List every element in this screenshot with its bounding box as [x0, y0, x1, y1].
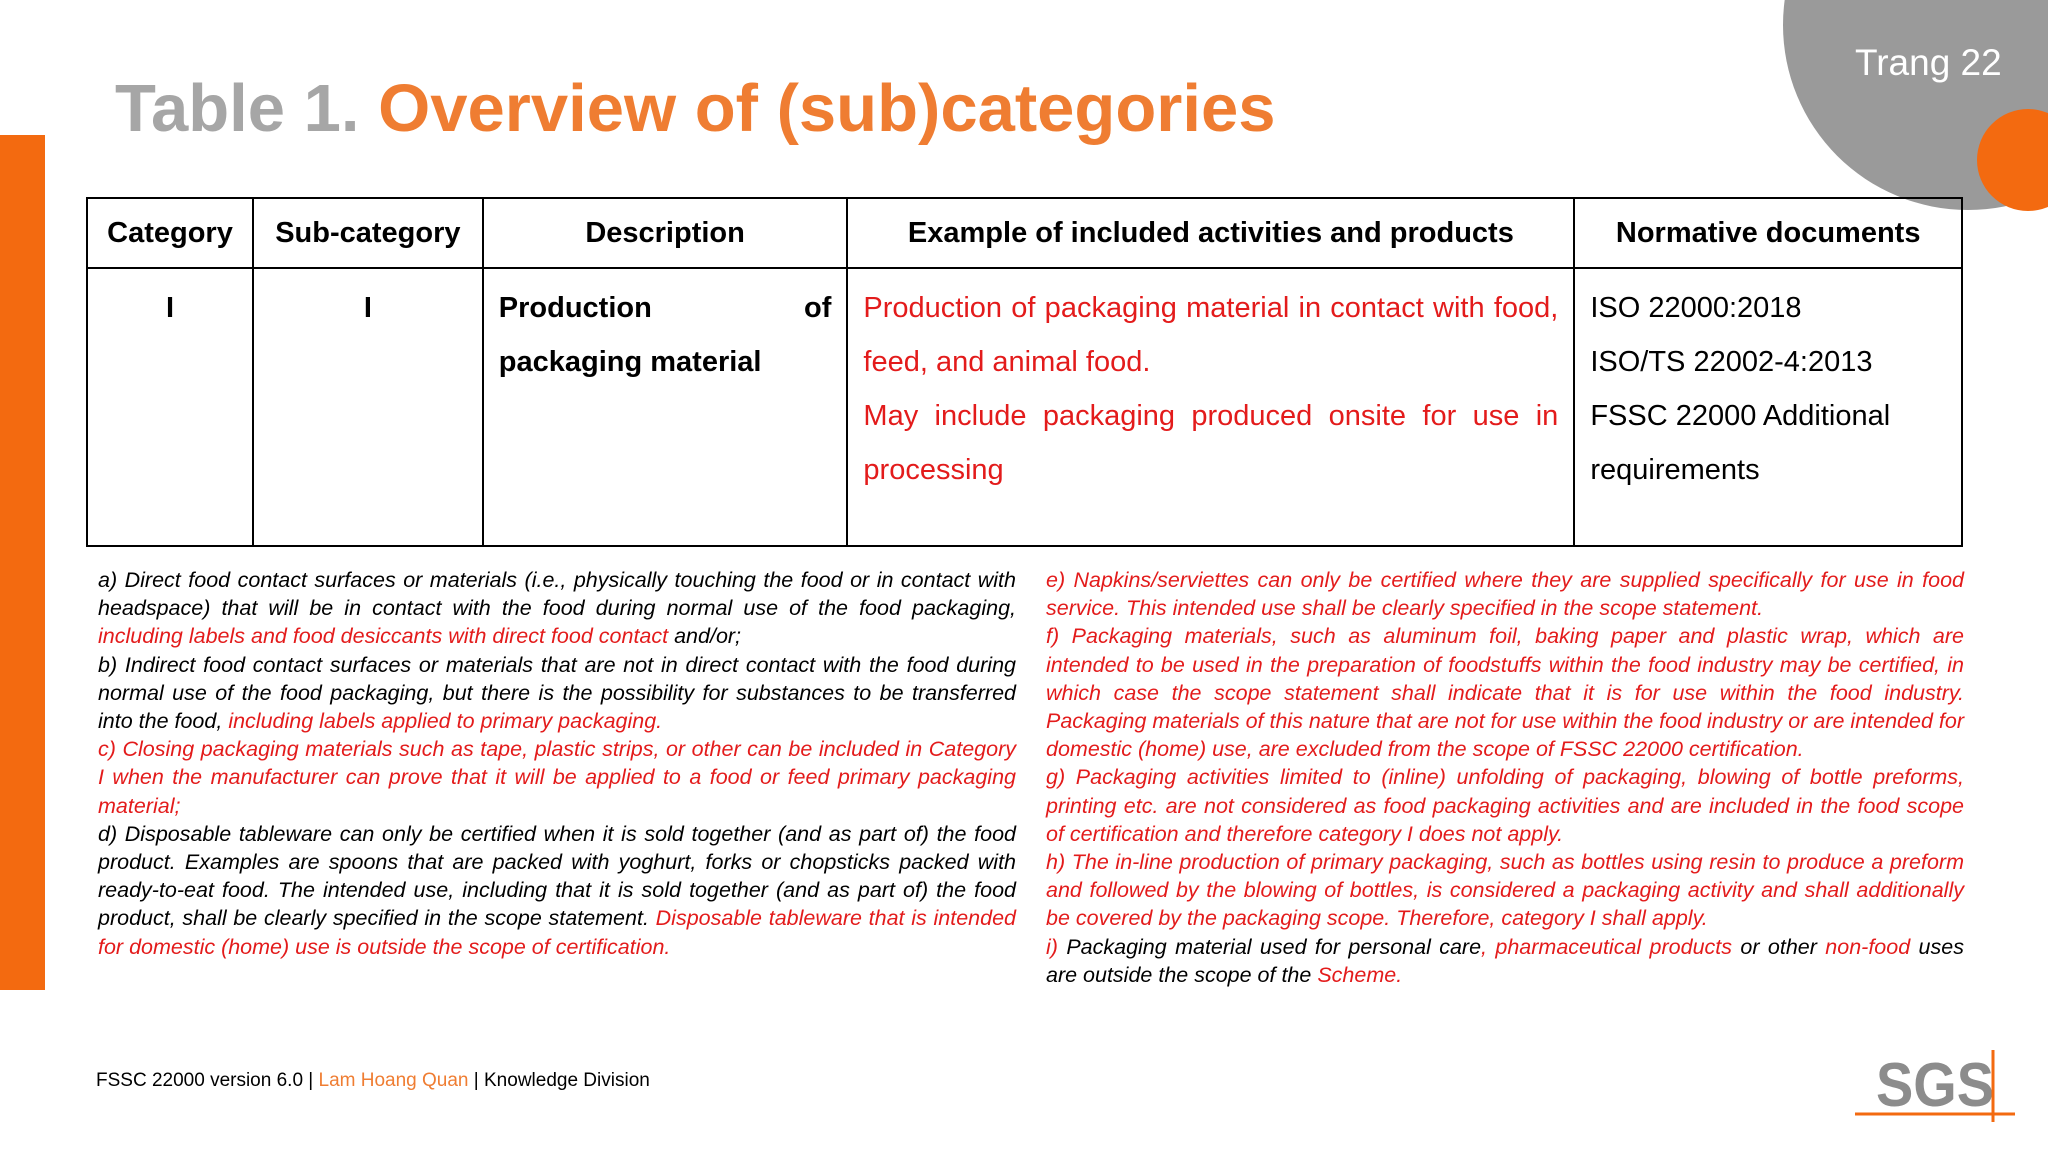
note-a-text: a) Direct food contact surfaces or materials (i.e., physically touching the food or in contact with headspace) that will be in contact with the food during normal use of the food packaging,	[98, 568, 1016, 621]
note-a	[98, 566, 1016, 651]
cell-category: I	[87, 268, 253, 546]
footer-version: FSSC 22000 version 6.0 |	[96, 1070, 314, 1091]
note-d	[98, 820, 1016, 961]
page-title	[115, 70, 1275, 147]
normative-doc: ISO 22000:2018	[1590, 292, 1802, 324]
note-b	[98, 651, 1016, 736]
footer-division: | Knowledge Division	[473, 1070, 650, 1091]
cell-normative	[1574, 268, 1962, 546]
notes-right-column	[1046, 566, 1964, 989]
note-i-text-3: uses are outside the scope of the	[1046, 934, 1964, 987]
note-a-end: and/or;	[674, 624, 742, 649]
header-normative: Normative documents	[1574, 198, 1962, 268]
note-i-red-3: Scheme.	[1317, 962, 1403, 987]
note-i-red-1: , pharmaceutical products	[1481, 934, 1733, 959]
note-b-red-text: including labels applied to primary packaging.	[228, 709, 663, 734]
note-i-red-2: non-food	[1825, 934, 1911, 959]
header-example: Example of included activities and products	[847, 198, 1574, 268]
note-i-text-1: Packaging material used for personal care	[1066, 934, 1482, 959]
normative-doc: FSSC 22000 Additional requirements	[1590, 400, 1891, 486]
categories-table	[86, 197, 1963, 547]
header-sub-category: Sub-category	[253, 198, 483, 268]
note-c: c) Closing packaging materials such as tape, plastic strips, or other can be included in Category I when the manufacturer can prove that it will be applied to a food or feed primary packaging material;	[98, 737, 1016, 818]
note-d-red-text: Disposable tableware that is intended for domestic (home) use is outside the scope of certification.	[98, 906, 1016, 959]
header-category: Category	[87, 198, 253, 268]
page-number: Trang 22	[1855, 42, 2002, 83]
sgs-logo-text: SGS	[1876, 1051, 1994, 1120]
title-main: Overview of (sub)categories	[378, 71, 1276, 146]
note-b-text: b) Indirect food contact surfaces or materials that are not in direct contact with the food during normal use of the food packaging, but there is the possibility for substances to be transferred into the food,	[98, 652, 1016, 734]
header-description: Description	[483, 198, 848, 268]
sgs-logo	[1855, 1050, 2015, 1122]
note-f: f) Packaging materials, such as aluminum foil, baking paper and plastic wrap, which are intended to be used in the preparation of foodstuffs within the food industry may be certified, in which case the scope statement shall indicate that it is for use within the food industry. Packaging materials of this nature that are not for use within the food industry or are intended for domestic (home) use, are excluded from the scope of FSSC 22000 certification.	[1046, 624, 1964, 762]
note-i-label: i)	[1046, 934, 1058, 959]
note-g: g) Packaging activities limited to (inline) unfolding of packaging, blowing of bottle preforms, printing etc. are not considered as food packaging activities and are included in the food scope of certification and therefore category I does not apply.	[1046, 765, 1964, 846]
notes-left-column	[98, 566, 1016, 961]
note-i	[1046, 933, 1964, 989]
note-e: e) Napkins/serviettes can only be certified where they are supplied specifically for use in food service. This intended use shall be clearly specified in the scope statement.	[1046, 568, 1964, 621]
title-prefix: Table 1.	[115, 71, 360, 146]
example-text-1: Production of packaging material in contact with food, feed, and animal food.	[863, 292, 1559, 378]
cell-sub-category: I	[253, 268, 483, 546]
cell-description: Production of packaging material	[483, 268, 848, 546]
cell-example	[847, 268, 1574, 546]
example-text-2: May include packaging produced onsite for use in processing	[863, 400, 1559, 486]
note-h: h) The in-line production of primary packaging, such as bottles using resin to produce a preform and followed by the blowing of bottles, is considered a packaging activity and shall additionally be covered by the packaging scope. Therefore, category I shall apply.	[1046, 850, 1964, 931]
note-d-text: d) Disposable tableware can only be certified when it is sold together (and as part of) the food product. Examples are spoons that are packed with yoghurt, forks or chopsticks packed with ready-to-eat food. The intended use, including that it is sold together (and as part of) the food product, shall be clearly specified in the scope statement.	[98, 821, 1016, 931]
table-row	[87, 268, 1962, 546]
table-header-row	[87, 198, 1962, 268]
note-a-red-text: including labels and food desiccants with direct food contact	[98, 624, 669, 649]
footer	[96, 1070, 650, 1092]
footer-author: Lam Hoang Quan	[318, 1070, 469, 1091]
normative-doc: ISO/TS 22002-4:2013	[1590, 346, 1873, 378]
note-i-text-2: or other	[1740, 934, 1817, 959]
left-accent-bar	[0, 135, 45, 990]
